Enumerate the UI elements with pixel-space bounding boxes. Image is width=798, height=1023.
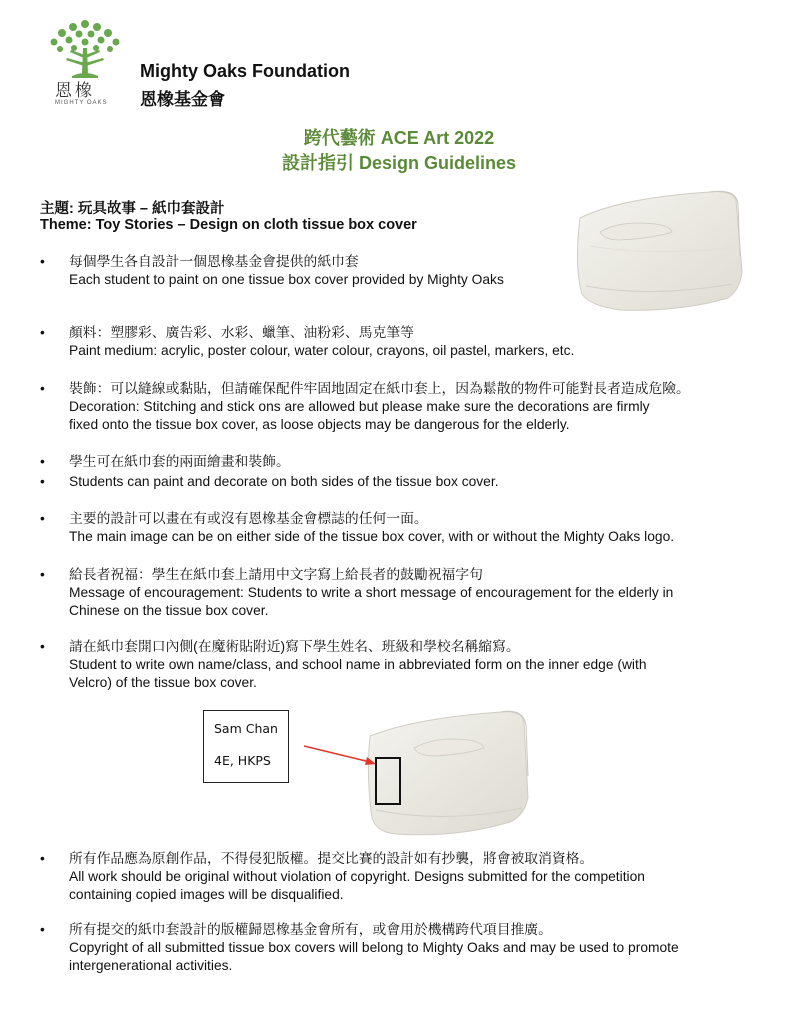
bullet-dot-icon: • bbox=[40, 639, 45, 654]
bullet-dot-icon: • bbox=[40, 325, 45, 340]
bullet-dot-icon: • bbox=[40, 567, 45, 582]
guideline-cjk: 給長者祝福：學生在紙巾套上請用中文字寫上給長者的鼓勵祝福字句 bbox=[69, 567, 483, 582]
example-class-school: 4E, HKPS bbox=[214, 753, 271, 768]
theme-en: Theme: Toy Stories – Design on cloth tissue box cover bbox=[40, 217, 417, 233]
guideline-item bbox=[40, 473, 745, 491]
bullet-dot-icon: • bbox=[40, 381, 45, 396]
guideline-item bbox=[40, 380, 745, 434]
bullet-dot-icon: • bbox=[40, 851, 45, 866]
guideline-item bbox=[40, 253, 745, 289]
example-student-name: Sam Chan bbox=[214, 721, 278, 736]
name-label-example bbox=[203, 710, 289, 783]
guideline-en: Message of encouragement: Students to write a short message of encouragement for the elderly in bbox=[69, 585, 674, 600]
guideline-cjk: 學生可在紙巾套的兩面繪畫和裝飾。 bbox=[69, 454, 290, 469]
guideline-cjk: 所有作品應為原創作品，不得侵犯版權。提交比賽的設計如有抄襲，將會被取消資格。 bbox=[69, 851, 594, 866]
document-subtitle: 設計指引 Design Guidelines bbox=[281, 153, 517, 173]
guideline-en: Paint medium: acrylic, poster colour, water colour, crayons, oil pastel, markers, etc. bbox=[69, 343, 575, 358]
red-arrow-icon bbox=[304, 746, 370, 762]
bullet-dot-icon: • bbox=[40, 922, 45, 937]
guideline-cjk: 所有提交的紙巾套設計的版權歸恩橡基金會所有，或會用於機構跨代項目推廣。 bbox=[69, 922, 552, 937]
bullet-dot-icon: • bbox=[40, 474, 45, 489]
bullet-dot-icon: • bbox=[40, 454, 45, 469]
guideline-en: The main image can be on either side of the tissue box cover, with or without the Mighty Oaks logo. bbox=[69, 529, 675, 544]
theme-cjk: 主題: 玩具故事 – 紙巾套設計 bbox=[40, 201, 225, 217]
guideline-item bbox=[40, 453, 745, 471]
bullet-dot-icon: • bbox=[40, 511, 45, 526]
guideline-en: Decoration: Stitching and stick ons are allowed but please make sure the decorations are firmly bbox=[69, 399, 650, 414]
guideline-item bbox=[40, 921, 745, 975]
guideline-item bbox=[40, 566, 745, 620]
guideline-item bbox=[40, 850, 745, 904]
guideline-cjk: 顏料：塑膠彩、廣告彩、水彩、蠟筆、油粉彩、馬克筆等 bbox=[69, 325, 414, 340]
guideline-en: Chinese on the tissue box cover. bbox=[69, 603, 269, 618]
guideline-cjk: 每個學生各自設計一個恩橡基金會提供的紙巾套 bbox=[69, 254, 359, 269]
guideline-en: fixed onto the tissue box cover, as loose objects may be dangerous for the elderly. bbox=[69, 417, 570, 432]
tissue-box-velcro-photo bbox=[296, 706, 536, 846]
guideline-en: intergenerational activities. bbox=[69, 958, 233, 973]
document-title: 跨代藝術 ACE Art 2022 bbox=[303, 128, 495, 148]
logo-cjk-text: 恩橡 bbox=[55, 81, 95, 101]
guideline-en: Student to write own name/class, and school name in abbreviated form on the inner edge (with bbox=[69, 657, 647, 672]
org-name-cjk: 恩橡基金會 bbox=[140, 90, 225, 109]
guideline-en: All work should be original without violation of copyright. Designs submitted for the competition bbox=[69, 869, 645, 884]
guideline-en: Copyright of all submitted tissue box covers will belong to Mighty Oaks and may be used to promote bbox=[69, 940, 679, 955]
guideline-en: Velcro) of the tissue box cover. bbox=[69, 675, 257, 690]
guideline-cjk: 主要的設計可以畫在有或沒有恩橡基金會標誌的任何一面。 bbox=[69, 511, 428, 526]
guideline-en: Each student to paint on one tissue box cover provided by Mighty Oaks bbox=[69, 272, 504, 287]
guideline-item bbox=[40, 324, 745, 360]
guideline-en: containing copied images will be disqualified. bbox=[69, 887, 344, 902]
guideline-item bbox=[40, 510, 745, 546]
guideline-en: Students can paint and decorate on both sides of the tissue box cover. bbox=[69, 474, 499, 489]
guideline-cjk: 裝飾：可以縫線或黏貼，但請確保配件牢固地固定在紙巾套上，因為鬆散的物件可能對長者造成危險。 bbox=[69, 381, 690, 396]
logo-en-text: MIGHTY OAKS bbox=[55, 100, 108, 106]
guideline-cjk: 請在紙巾套開口內側(在魔術貼附近)寫下學生姓名、班級和學校名稱縮寫。 bbox=[69, 639, 520, 654]
org-name-en: Mighty Oaks Foundation bbox=[140, 61, 350, 81]
bullet-dot-icon: • bbox=[40, 254, 45, 269]
guideline-item bbox=[40, 638, 745, 692]
